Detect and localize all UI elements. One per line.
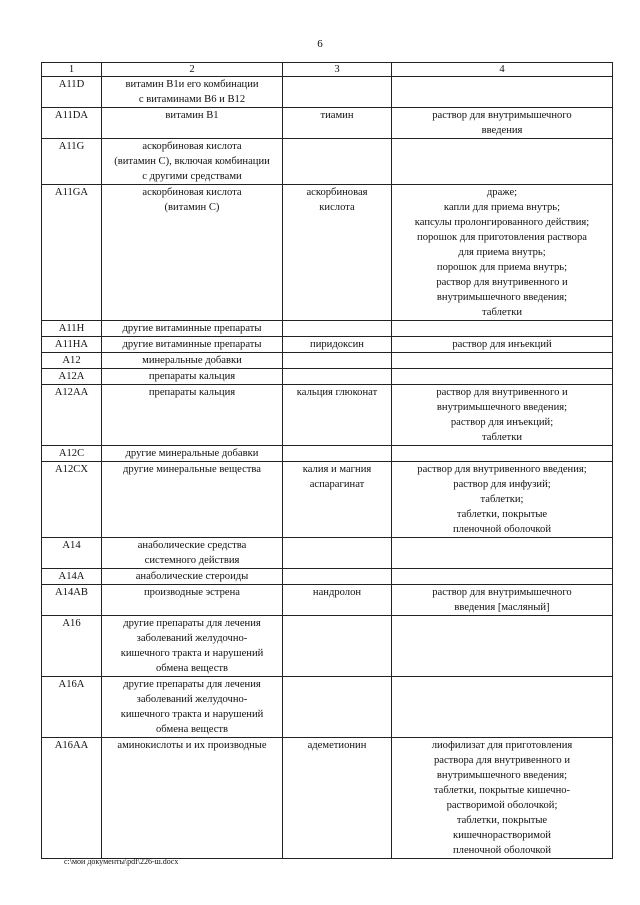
atc-code-cell: A12CX: [42, 462, 102, 538]
dosage-forms-cell: [392, 538, 613, 569]
atc-code-cell: A12AA: [42, 385, 102, 446]
substance-cell: [283, 616, 392, 677]
substance-cell: [283, 738, 392, 859]
column-header-forms: 4: [392, 63, 613, 77]
dosage-forms-line: порошок для приготовления раствора: [417, 232, 587, 243]
group-name-line: с другими средствами: [142, 171, 242, 182]
dosage-forms-line: таблетки, покрытые: [456, 509, 548, 520]
group-name-line: другие витаминные препараты: [122, 339, 262, 350]
atc-code-cell: A12A: [42, 369, 102, 385]
dosage-forms-line: для приема внутрь;: [458, 247, 546, 258]
group-name-line: кишечного тракта и нарушений: [120, 709, 264, 720]
column-header-code: 1: [42, 63, 102, 77]
substance-line: аспарагинат: [309, 479, 365, 490]
atc-code-cell: A12: [42, 353, 102, 369]
group-name-line: заболеваний желудочно-: [136, 633, 248, 644]
atc-code-cell: A16AA: [42, 738, 102, 859]
substance-line: нандролон: [312, 587, 362, 598]
page-number: 6: [317, 38, 323, 50]
group-name-line: производные эстрена: [144, 587, 240, 598]
atc-code-cell: A14: [42, 538, 102, 569]
group-name-line: минеральные добавки: [142, 355, 242, 366]
group-name-cell: [102, 616, 283, 677]
group-name-line: витамин B1и его комбинации: [125, 79, 259, 90]
dosage-forms-line: раствор для внутримышечного: [432, 110, 572, 121]
substance-cell: [283, 321, 392, 337]
dosage-forms-line: внутримышечного введения;: [436, 292, 568, 303]
substance-cell: [283, 353, 392, 369]
substance-cell: [283, 538, 392, 569]
table-row: [42, 369, 613, 385]
atc-code-cell: A11H: [42, 321, 102, 337]
dosage-forms-cell: [392, 462, 613, 538]
substance-cell: [283, 462, 392, 538]
dosage-forms-line: раствор для внутривенного и: [436, 387, 568, 398]
substance-cell: [283, 385, 392, 446]
column-header-substance: 3: [283, 63, 392, 77]
table-row: [42, 321, 613, 337]
substance-cell: [283, 139, 392, 185]
dosage-forms-line: лиофилизат для приготовления: [431, 740, 573, 751]
group-name-line: витамин B1: [165, 110, 219, 121]
substance-line: калия и магния: [302, 464, 372, 475]
group-name-line: другие минеральные вещества: [123, 464, 261, 475]
table-row: [42, 738, 613, 859]
substance-cell: [283, 77, 392, 108]
dosage-forms-line: драже;: [486, 187, 518, 198]
dosage-forms-line: введения [масляный]: [454, 602, 550, 613]
group-name-cell: [102, 337, 283, 353]
substance-cell: [283, 446, 392, 462]
dosage-forms-cell: [392, 738, 613, 859]
table-row: [42, 385, 613, 446]
table-row: [42, 462, 613, 538]
dosage-forms-line: раствор для инъекций;: [450, 417, 554, 428]
group-name-line: аскорбиновая кислота: [142, 141, 242, 152]
group-name-line: (витамин C), включая комбинации: [114, 156, 270, 167]
drug-table: [41, 62, 613, 859]
table-row: [42, 616, 613, 677]
dosage-forms-cell: [392, 616, 613, 677]
table-row: [42, 585, 613, 616]
group-name-cell: [102, 321, 283, 337]
atc-code-cell: A11G: [42, 139, 102, 185]
group-name-line: другие витаминные препараты: [122, 323, 262, 334]
substance-line: пиридоксин: [310, 339, 364, 350]
substance-line: тиамин: [320, 110, 354, 121]
group-name-line: препараты кальция: [148, 387, 236, 398]
dosage-forms-cell: [392, 108, 613, 139]
table-row: [42, 569, 613, 585]
group-name-line: другие препараты для лечения: [123, 618, 261, 629]
table-row: [42, 538, 613, 569]
dosage-forms-line: таблетки;: [480, 494, 524, 505]
group-name-line: анаболические стероиды: [135, 571, 249, 582]
dosage-forms-cell: [392, 77, 613, 108]
dosage-forms-cell: [392, 369, 613, 385]
group-name-cell: [102, 462, 283, 538]
table-row: [42, 139, 613, 185]
dosage-forms-cell: [392, 353, 613, 369]
dosage-forms-cell: [392, 585, 613, 616]
dosage-forms-line: таблетки, покрытые кишечно-: [433, 785, 571, 796]
group-name-cell: [102, 569, 283, 585]
group-name-cell: [102, 108, 283, 139]
table-header-row: [42, 63, 613, 77]
atc-code-cell: A14AB: [42, 585, 102, 616]
atc-code-cell: A11DA: [42, 108, 102, 139]
group-name-line: аминокислоты и их производные: [117, 740, 267, 751]
dosage-forms-line: раствор для внутривенного введения;: [417, 464, 587, 475]
group-name-cell: [102, 353, 283, 369]
table-row: [42, 446, 613, 462]
group-name-cell: [102, 738, 283, 859]
substance-cell: [283, 369, 392, 385]
substance-cell: [283, 585, 392, 616]
atc-code-cell: A16: [42, 616, 102, 677]
group-name-line: другие препараты для лечения: [123, 679, 261, 690]
substance-cell: [283, 677, 392, 738]
dosage-forms-cell: [392, 321, 613, 337]
group-name-cell: [102, 538, 283, 569]
group-name-line: обмена веществ: [155, 663, 229, 674]
substance-line: адеметионин: [307, 740, 367, 751]
group-name-cell: [102, 677, 283, 738]
group-name-cell: [102, 385, 283, 446]
table-body: [42, 77, 613, 859]
dosage-forms-line: таблетки: [481, 432, 523, 443]
table-row: [42, 108, 613, 139]
group-name-cell: [102, 446, 283, 462]
dosage-forms-line: раствор для внутривенного и: [436, 277, 568, 288]
table-row: [42, 337, 613, 353]
dosage-forms-line: внутримышечного введения;: [436, 402, 568, 413]
substance-line: кальция глюконат: [296, 387, 378, 398]
footer-file-path: c:\мои документы\pdf\226-ш.docx: [64, 857, 179, 866]
group-name-line: другие минеральные добавки: [125, 448, 259, 459]
dosage-forms-line: капли для приема внутрь;: [443, 202, 561, 213]
dosage-forms-line: раствор для инъекций: [452, 339, 552, 350]
group-name-line: заболеваний желудочно-: [136, 694, 248, 705]
substance-line: аскорбиновая: [306, 187, 368, 198]
group-name-line: кишечного тракта и нарушений: [120, 648, 264, 659]
substance-line: кислота: [319, 202, 355, 213]
dosage-forms-line: раствор для инфузий;: [453, 479, 551, 490]
group-name-line: с витаминами B6 и B12: [138, 94, 246, 105]
dosage-forms-line: кишечнорастворимой: [453, 830, 551, 841]
dosage-forms-line: введения: [481, 125, 523, 136]
atc-code-cell: A11GA: [42, 185, 102, 321]
substance-cell: [283, 185, 392, 321]
dosage-forms-line: растворимой оболочкой;: [446, 800, 558, 811]
table-row: [42, 353, 613, 369]
column-header-group: 2: [102, 63, 283, 77]
table-row: [42, 185, 613, 321]
group-name-cell: [102, 185, 283, 321]
atc-code-cell: A16A: [42, 677, 102, 738]
dosage-forms-cell: [392, 337, 613, 353]
group-name-cell: [102, 585, 283, 616]
dosage-forms-line: пленочной оболочкой: [452, 845, 552, 856]
group-name-cell: [102, 369, 283, 385]
substance-cell: [283, 337, 392, 353]
dosage-forms-cell: [392, 677, 613, 738]
atc-code-cell: A11HA: [42, 337, 102, 353]
substance-cell: [283, 569, 392, 585]
dosage-forms-cell: [392, 185, 613, 321]
group-name-line: (витамин C): [164, 202, 220, 213]
dosage-forms-cell: [392, 446, 613, 462]
group-name-line: обмена веществ: [155, 724, 229, 735]
dosage-forms-line: пленочной оболочкой: [452, 524, 552, 535]
dosage-forms-line: таблетки: [481, 307, 523, 318]
dosage-forms-line: порошок для приема внутрь;: [436, 262, 568, 273]
dosage-forms-line: таблетки, покрытые: [456, 815, 548, 826]
dosage-forms-line: раствор для внутримышечного: [432, 587, 572, 598]
group-name-line: аскорбиновая кислота: [142, 187, 242, 198]
group-name-line: анаболические средства: [137, 540, 247, 551]
group-name-cell: [102, 77, 283, 108]
dosage-forms-line: внутримышечного введения;: [436, 770, 568, 781]
group-name-cell: [102, 139, 283, 185]
dosage-forms-line: раствора для внутривенного и: [433, 755, 571, 766]
atc-code-cell: A14A: [42, 569, 102, 585]
substance-cell: [283, 108, 392, 139]
atc-code-cell: A11D: [42, 77, 102, 108]
table-row: [42, 77, 613, 108]
dosage-forms-cell: [392, 385, 613, 446]
group-name-line: системного действия: [144, 555, 240, 566]
dosage-forms-cell: [392, 139, 613, 185]
dosage-forms-line: капсулы пролонгированного действия;: [414, 217, 590, 228]
dosage-forms-cell: [392, 569, 613, 585]
table-row: [42, 677, 613, 738]
group-name-line: препараты кальция: [148, 371, 236, 382]
atc-code-cell: A12C: [42, 446, 102, 462]
